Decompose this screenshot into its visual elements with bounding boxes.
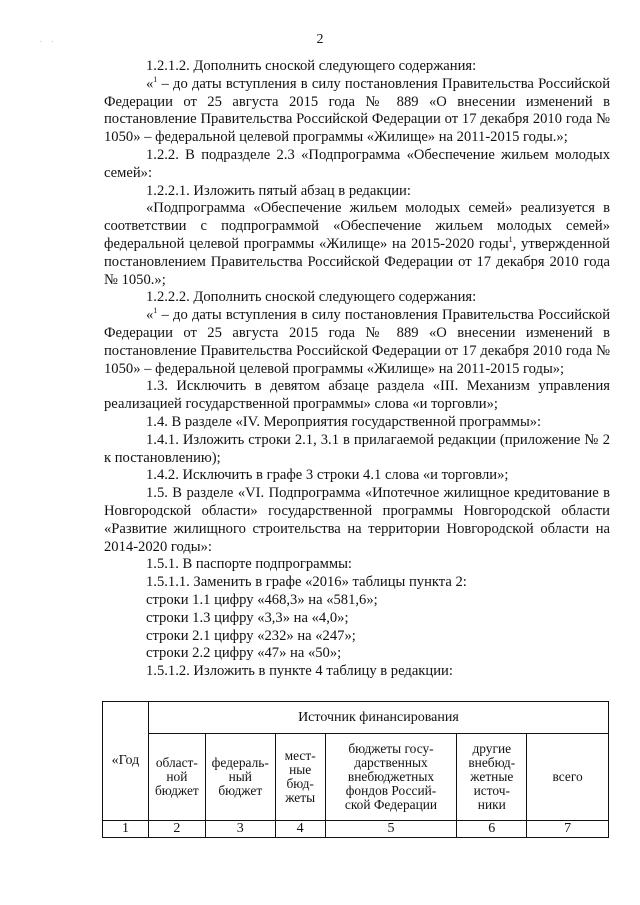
paragraph <box>104 610 610 628</box>
paragraph <box>104 147 610 183</box>
page-number: 2 <box>316 32 324 47</box>
paragraph-text: 1.4.1. Изложить строки 2.1, 3.1 в прилагаемой редакции (приложение № 2 к постановлению); <box>104 431 610 466</box>
paragraph <box>104 200 610 289</box>
paragraph-text: – до даты вступления в силу постановления Правительства Российской Федерации от 25 августа 2015 года № 889 «О внесении изменений в постановление Правительства Российской Федерации от 17 декабря 2010 года № 1050» – федеральной целевой программы «Жилище» на 2011-2015 годы»; <box>104 307 610 377</box>
financing-source-column-header: другие внебюд- жетные источ- ники <box>457 734 527 821</box>
paragraph-text: 1.5.1. В паспорте подпрограммы: <box>146 556 352 573</box>
paragraph <box>104 592 610 610</box>
paragraph-text: 1.4.2. Исключить в графе 3 строки 4.1 слова «и торговли»; <box>146 467 509 484</box>
paragraph-text: , утвержденной постановлением Правительства Российской Федерации от 17 декабря 2010 года № 1050.»; <box>104 235 610 288</box>
footnote-marker: 1 <box>153 74 158 84</box>
financing-source-column-header: област- ной бюджет <box>148 734 205 821</box>
paragraph <box>104 289 610 307</box>
footnote-marker: 1 <box>508 235 513 245</box>
paragraph <box>104 58 610 76</box>
paragraph-text: строки 1.3 цифру «3,3» на «4,0»; <box>146 609 349 626</box>
paragraph-text: – до даты вступления в силу постановления Правительства Российской Федерации от 25 августа 2015 года № 889 «О внесении изменений в постановление Правительства Российской Федерации от 17 декабря 2010 года № 1050» – федеральной целевой программы «Жилище» на 2011-2015 годы.»; <box>104 75 610 146</box>
paragraph <box>104 432 610 468</box>
paragraph <box>104 378 610 414</box>
column-number-cell: 1 <box>103 821 149 838</box>
column-number-cell: 2 <box>148 821 205 838</box>
paragraph-text: 1.3. Исключить в девятом абзаце раздела «III. Механизм управления реализацией государственной программы» слова «и торговли»; <box>104 378 610 413</box>
financing-source-column-header: бюджеты госу- дарственных внебюджетных фондов Россий- ской Федерации <box>325 734 457 821</box>
paragraph-text: 1.2.2. В подразделе 2.3 «Подпрограмма «Обеспечение жильем молодых семей»: <box>104 146 610 181</box>
paragraph <box>104 307 610 378</box>
paragraph <box>104 485 610 556</box>
paragraph <box>104 628 610 646</box>
paragraph <box>104 183 610 201</box>
footnote-marker: 1 <box>153 306 158 316</box>
column-number-cell: 7 <box>527 821 609 838</box>
paragraph-text: 1.5. В разделе «VI. Подпрограмма «Ипотечное жилищное кредитование в Новгородской области» государственной программы Новгородской области «Развитие жилищного строительства на территории Новгородской области на 2014-2020 годы»: <box>104 485 610 555</box>
document-body <box>104 58 610 681</box>
paragraph-text: « <box>146 75 154 92</box>
column-number-cell: 5 <box>325 821 457 838</box>
paragraph-text: 1.2.1.2. Дополнить сноской следующего содержания: <box>146 58 477 74</box>
paragraph <box>104 414 610 432</box>
column-number-row <box>103 821 609 838</box>
paragraph-text: 1.5.1.1. Заменить в графе «2016» таблицы пункта 2: <box>146 574 467 591</box>
paragraph-text: 1.5.1.2. Изложить в пункте 4 таблицу в редакции: <box>146 663 453 680</box>
financing-source-column-header: федераль- ный бюджет <box>205 734 275 821</box>
paragraph-text: «Подпрограмма «Обеспечение жильем молодых семей» реализуется в соответствии с подпрограммой «Обеспечение жильем молодых семей» федеральной целевой программы «Жилище» на 2015-2020 годы <box>104 200 610 252</box>
financing-source-column-header: мест- ные бюд- жеты <box>275 734 325 821</box>
column-number-cell: 4 <box>275 821 325 838</box>
paragraph <box>104 76 610 147</box>
margin-mark: . . <box>40 36 58 44</box>
financing-source-header: Источник финансирования <box>148 702 608 734</box>
paragraph-text: строки 2.2 цифру «47» на «50»; <box>146 645 342 662</box>
paragraph-text: 1.2.2.2. Дополнить сноской следующего содержания: <box>146 289 477 306</box>
column-number-cell: 3 <box>205 821 275 838</box>
financing-source-column-header: всего <box>527 734 609 821</box>
paragraph-text: 1.4. В разделе «IV. Мероприятия государственной программы»: <box>146 413 542 430</box>
column-number-cell: 6 <box>457 821 527 838</box>
paragraph-text: 1.2.2.1. Изложить пятый абзац в редакции: <box>146 182 411 199</box>
paragraph-text: строки 1.1 цифру «468,3» на «581,6»; <box>146 591 378 608</box>
paragraph <box>104 467 610 485</box>
year-header-cell: «Год <box>103 702 149 821</box>
financing-table <box>102 701 609 838</box>
paragraph <box>104 663 610 681</box>
paragraph <box>104 556 610 574</box>
paragraph-text: « <box>146 307 154 324</box>
paragraph <box>104 645 610 663</box>
table-subheader-row <box>103 734 609 821</box>
paragraph-text: строки 2.1 цифру «232» на «247»; <box>146 627 356 644</box>
paragraph <box>104 574 610 592</box>
